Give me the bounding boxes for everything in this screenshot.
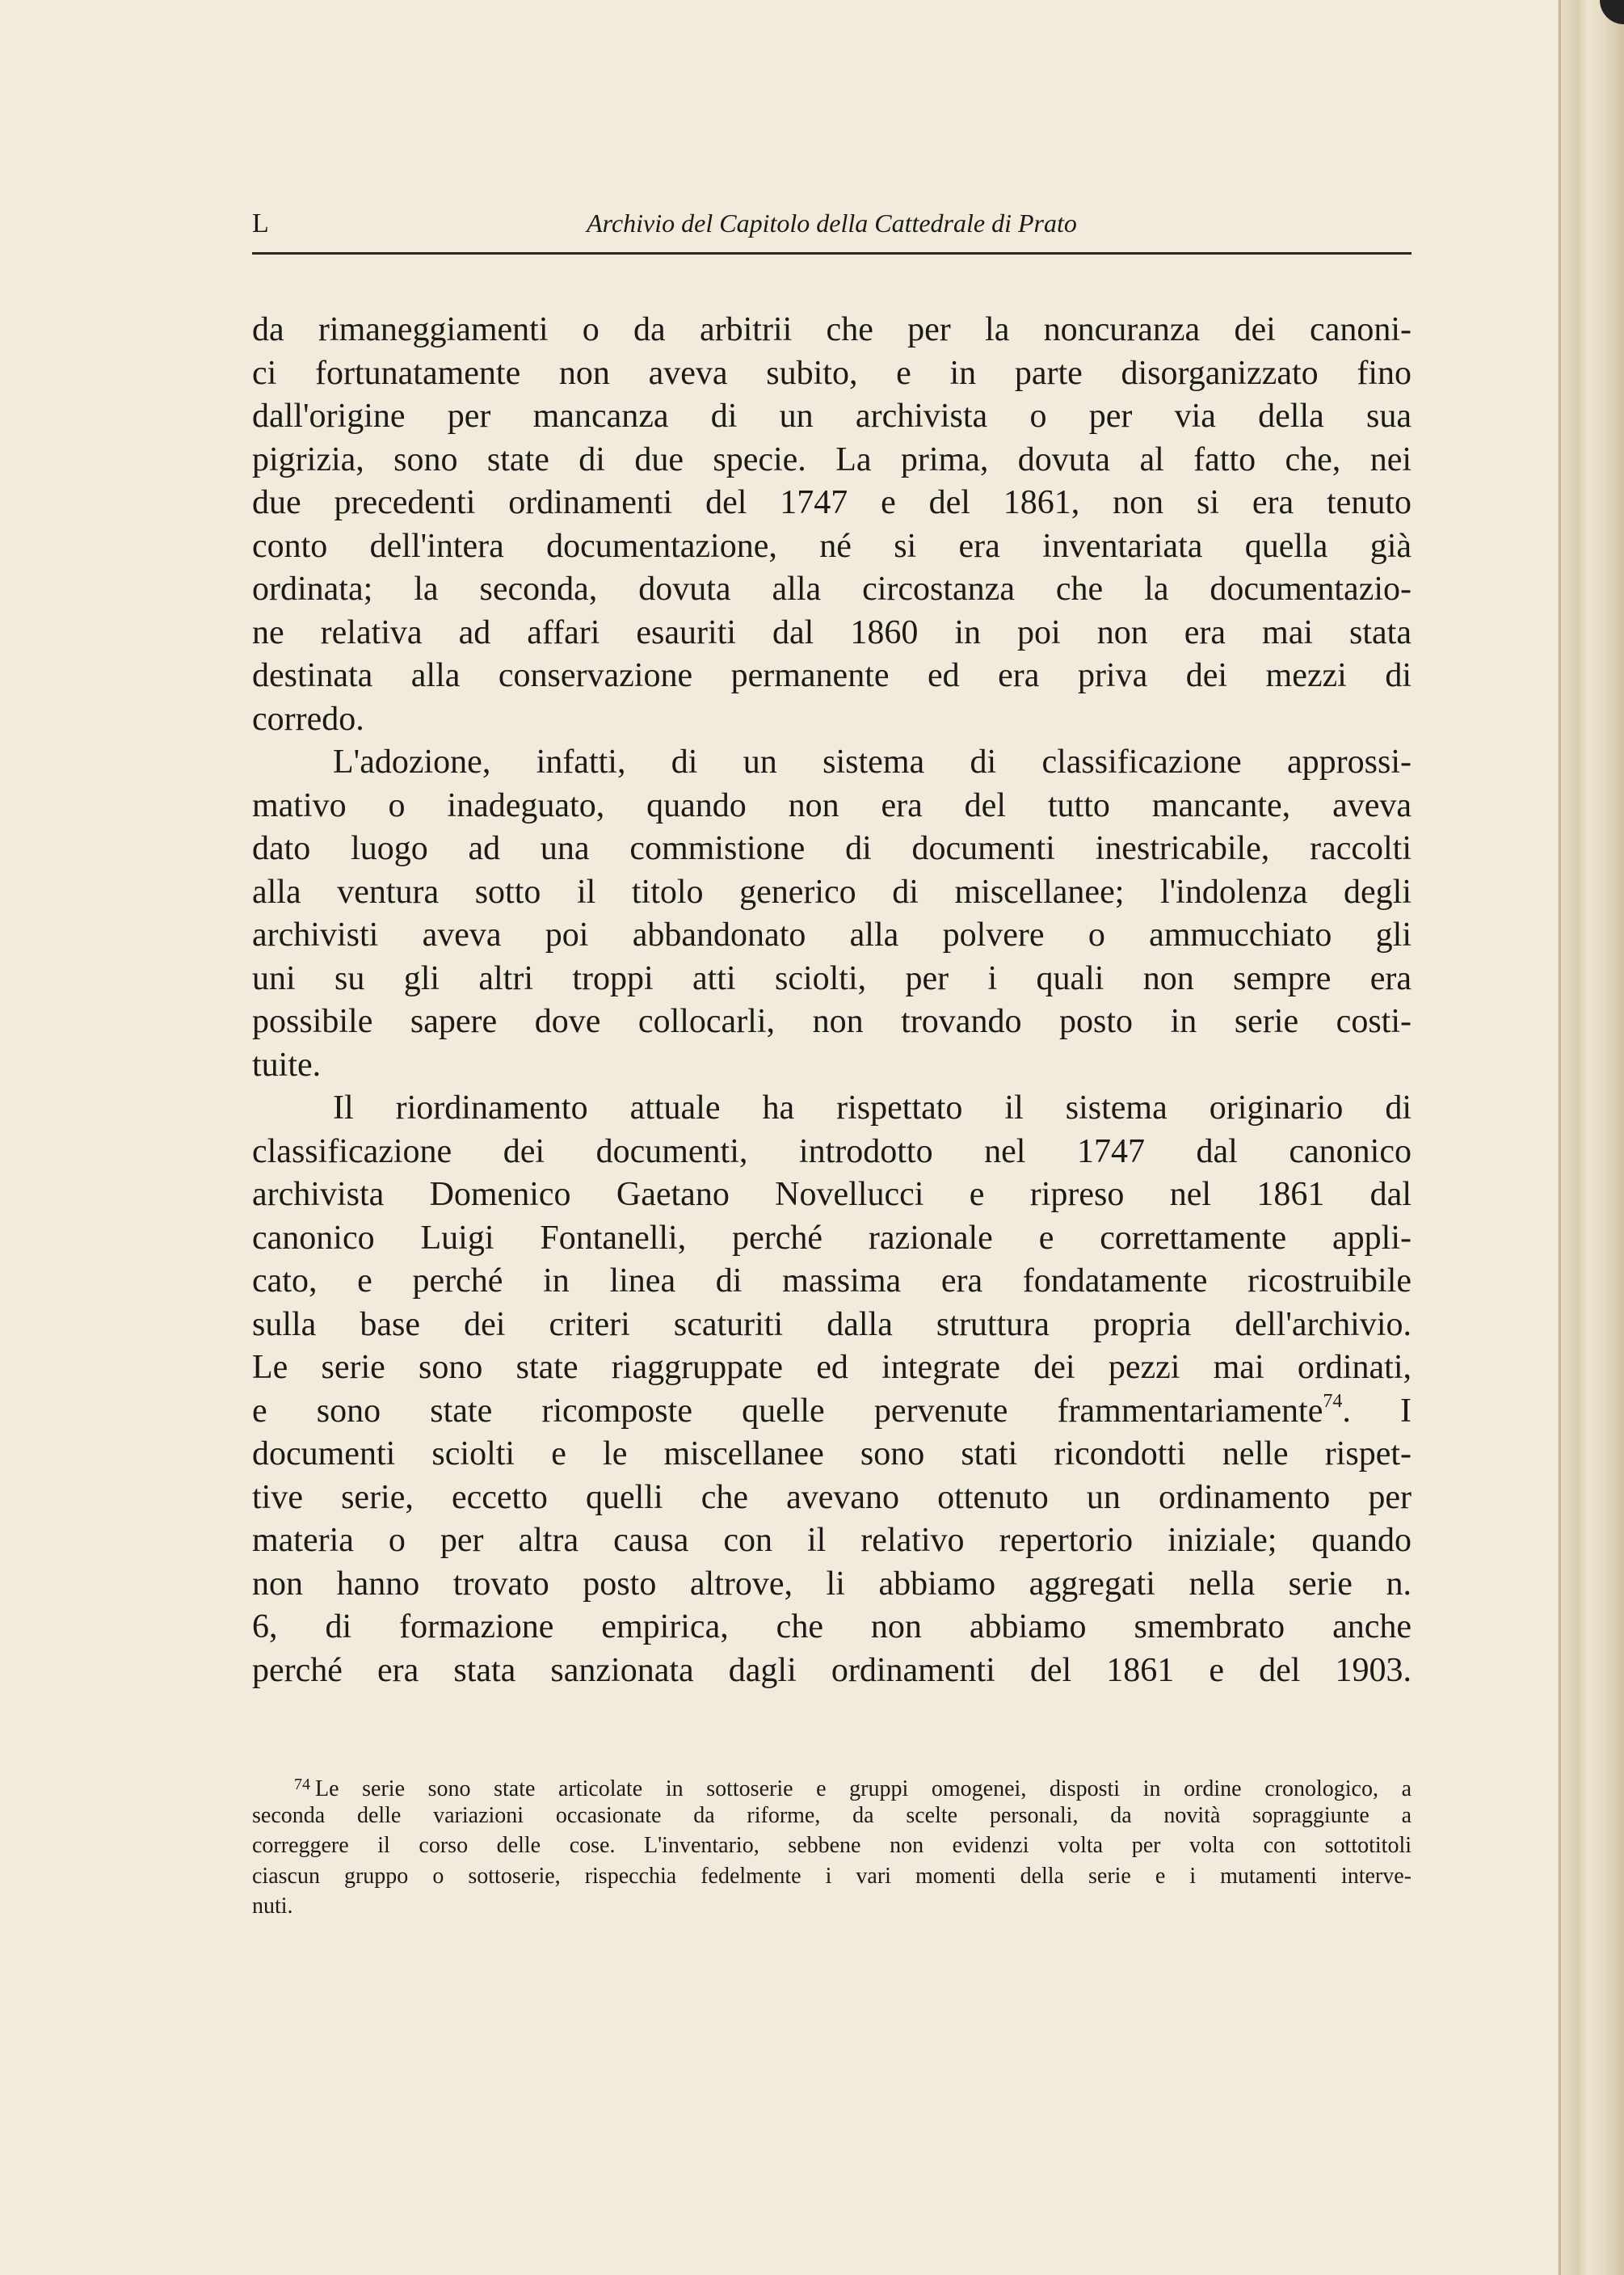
text-line: uni su gli altri troppi atti sciolti, per i quali non sempre era bbox=[252, 959, 1412, 997]
adjacent-page-edge bbox=[1558, 0, 1624, 2275]
text-line: archivisti aveva poi abbandonato alla polvere o ammucchiato gli bbox=[252, 916, 1412, 954]
footnote-line bbox=[252, 1861, 1412, 1892]
text-line: corredo. bbox=[252, 700, 364, 738]
text-line: tive serie, eccetto quelli che avevano ottenuto un ordinamento per bbox=[252, 1478, 1412, 1516]
text-line: dall'origine per mancanza di un archivista o per via della sua bbox=[252, 398, 1412, 435]
page-gutter-line bbox=[1559, 0, 1561, 2275]
text-line: due precedenti ordinamenti del 1747 e del 1861, non si era tenuto bbox=[252, 484, 1412, 521]
text-line: L'adozione, infatti, di un sistema di classificazione approssi- bbox=[333, 744, 1412, 781]
text-line: sulla base dei criteri scaturiti dalla struttura propria dell'archivio. bbox=[252, 1305, 1412, 1343]
text-line: cato, e perché in linea di massima era fondatamente ricostruibile bbox=[252, 1262, 1412, 1300]
text-line: 6, di formazione empirica, che non abbiamo smembrato anche bbox=[252, 1608, 1412, 1645]
footnote-text: Le serie sono state articolate in sottoserie e gruppi omogenei, disposti in ordine cronologico, a bbox=[315, 1776, 1412, 1801]
text-line: archivista Domenico Gaetano Novellucci e ripreso nel 1861 dal bbox=[252, 1176, 1412, 1213]
text-line: tuite. bbox=[252, 1046, 322, 1084]
running-title: Archivio del Capitolo della Cattedrale di Prato bbox=[587, 209, 1077, 238]
footnote-text: nuti. bbox=[252, 1894, 293, 1919]
text-line: conto dell'intera documentazione, né si era inventariata quella già bbox=[252, 527, 1412, 565]
text-line: mativo o inadeguato, quando non era del tutto mancante, aveva bbox=[252, 786, 1412, 824]
text-line: Il riordinamento attuale ha rispettato il sistema originario di bbox=[333, 1089, 1412, 1127]
page-number: L bbox=[252, 209, 269, 238]
text-line: canonico Luigi Fontanelli, perché razionale e correttamente appli- bbox=[252, 1219, 1412, 1257]
text-line: dato luogo ad una commistione di documenti inestricabile, raccolti bbox=[252, 830, 1412, 867]
text-line: destinata alla conservazione permanente ed era priva dei mezzi di bbox=[252, 657, 1412, 694]
text-line: classificazione dei documenti, introdotto nel 1747 dal canonico bbox=[252, 1132, 1412, 1170]
text-line: ordinata; la seconda, dovuta alla circostanza che la documentazio- bbox=[252, 571, 1412, 608]
footnote-number: 74 bbox=[294, 1776, 310, 1793]
text-line: perché era stata sanzionata dagli ordinamenti del 1861 e del 1903. bbox=[252, 1651, 1412, 1689]
footnote-line bbox=[252, 1801, 1412, 1831]
text-line: materia o per altra causa con il relativo repertorio iniziale; quando bbox=[252, 1522, 1412, 1559]
text-segment: e sono state ricomposte quelle pervenute frammentariamente bbox=[252, 1392, 1323, 1430]
text-line: pigrizia, sono state di due specie. La prima, dovuta al fatto che, nei bbox=[252, 440, 1412, 478]
header-rule bbox=[252, 252, 1412, 255]
footnote-text: ciascun gruppo o sottoserie, rispecchia fedelmente i vari momenti della serie e i mutamenti interve- bbox=[252, 1863, 1412, 1889]
footnote-reference[interactable]: 74 bbox=[1323, 1390, 1343, 1412]
footnote-line bbox=[252, 1770, 1412, 1801]
text-line: non hanno trovato posto altrove, li abbiamo aggregati nella serie n. bbox=[252, 1565, 1412, 1603]
footnote-line bbox=[252, 1831, 1412, 1861]
text-line: possibile sapere dove collocarli, non trovando posto in serie costi- bbox=[252, 1003, 1412, 1040]
text-line: documenti sciolti e le miscellanee sono stati ricondotti nelle rispet- bbox=[252, 1435, 1412, 1472]
text-line: ne relativa ad affari esauriti dal 1860 in poi non era mai stata bbox=[252, 613, 1412, 651]
body-text bbox=[252, 309, 1412, 1692]
text-line: Le serie sono state riaggruppate ed integrate dei pezzi mai ordinati, bbox=[252, 1349, 1412, 1386]
running-header bbox=[252, 209, 1412, 249]
text-line: alla ventura sotto il titolo generico di miscellanee; l'indolenza degli bbox=[252, 873, 1412, 911]
text-segment: . I bbox=[1342, 1392, 1412, 1430]
footnote-text: correggere il corso delle cose. L'inventario, sebbene non evidenzi volta per volta con sottotitoli bbox=[252, 1833, 1412, 1858]
footnotes bbox=[252, 1770, 1412, 1922]
text-line: ci fortunatamente non aveva subito, e in parte disorganizzato fino bbox=[252, 354, 1412, 392]
text-line: da rimaneggiamenti o da arbitrii che per la noncuranza dei canoni- bbox=[252, 311, 1412, 348]
text-line bbox=[252, 1390, 1412, 1434]
footnote-line bbox=[252, 1891, 1412, 1922]
footnote-text: seconda delle variazioni occasionate da riforme, da scelte personali, da novità sopraggiunte a bbox=[252, 1802, 1412, 1828]
